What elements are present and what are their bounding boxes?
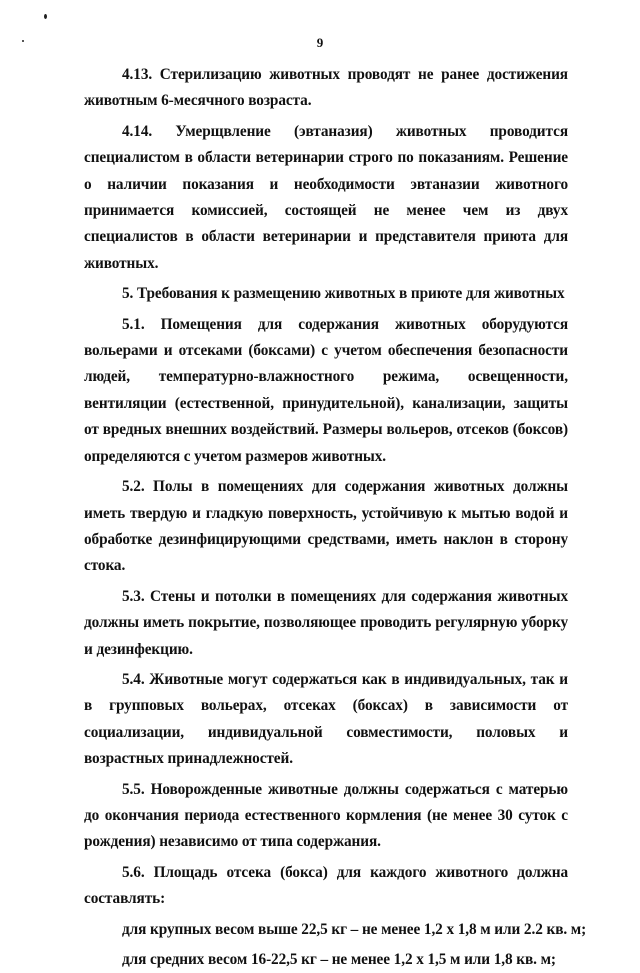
section-heading: 5. Требования к размещению животных в приюте для животных — [122, 285, 565, 303]
paragraph-4-14: 4.14. Умерщвление (эвтаназия) животных проводится специалистом в области ветеринарии строго по показаниям. Решение о наличии показания и необходимости эвтаназии животного принимается комиссией, состоящей не менее чем из двух специалистов в области ветеринарии и представителя приюта для животных. — [84, 122, 568, 272]
paragraph-5-4: 5.4. Животные могут содержаться как в индивидуальных, так и в групповых вольерах, отсеках (боксах) в зависимости от социализации, индивидуальной совместимости, половых и возрастных принадлежностей. — [84, 670, 568, 768]
paragraph-5-6: 5.6. Площадь отсека (бокса) для каждого животного должна составлять: — [84, 863, 568, 908]
paragraph-4-13: 4.13. Стерилизацию животных проводят не ранее достижения животным 6-месячного возраста. — [84, 66, 568, 110]
paragraph-5-2: 5.2. Полы в помещениях для содержания животных должны иметь твердую и гладкую поверхность, устойчивую к мытью водой и обработке дезинфицирующими средствами, иметь наклон в сторону стока. — [84, 478, 568, 575]
document-body — [84, 62, 587, 973]
paragraph-5-5: 5.5. Новорожденные животные должны содержаться с матерью до окончания периода естественного кормления (не менее 30 суток с рождения) независимо от типа содержания. — [84, 780, 568, 851]
scan-speck — [44, 14, 47, 19]
paragraph-5-1: 5.1. Помещения для содержания животных оборудуются вольерами и отсеками (боксами) с учетом обеспечения безопасности людей, температурно-влажностного режима, освещенности, вентиляции (естественной, принудительной), канализации, защиты от вредных внешних воздействий. Размеры вольеров, отсеков (боксов) определяются с учетом размеров животных. — [84, 315, 568, 465]
page-number: 9 — [316, 35, 324, 50]
paragraph-5-3: 5.3. Стены и потолки в помещениях для содержания животных должны иметь покрытие, позволяющее проводить регулярную уборку и дезинфекцию. — [84, 587, 568, 658]
list-item: для средних весом 16-22,5 кг – не менее 1,2 х 1,5 м или 1,8 кв. м; — [122, 951, 556, 968]
list-item: для крупных весом выше 22,5 кг – не менее 1,2 х 1,8 м или 2.2 кв. м; — [122, 920, 587, 938]
